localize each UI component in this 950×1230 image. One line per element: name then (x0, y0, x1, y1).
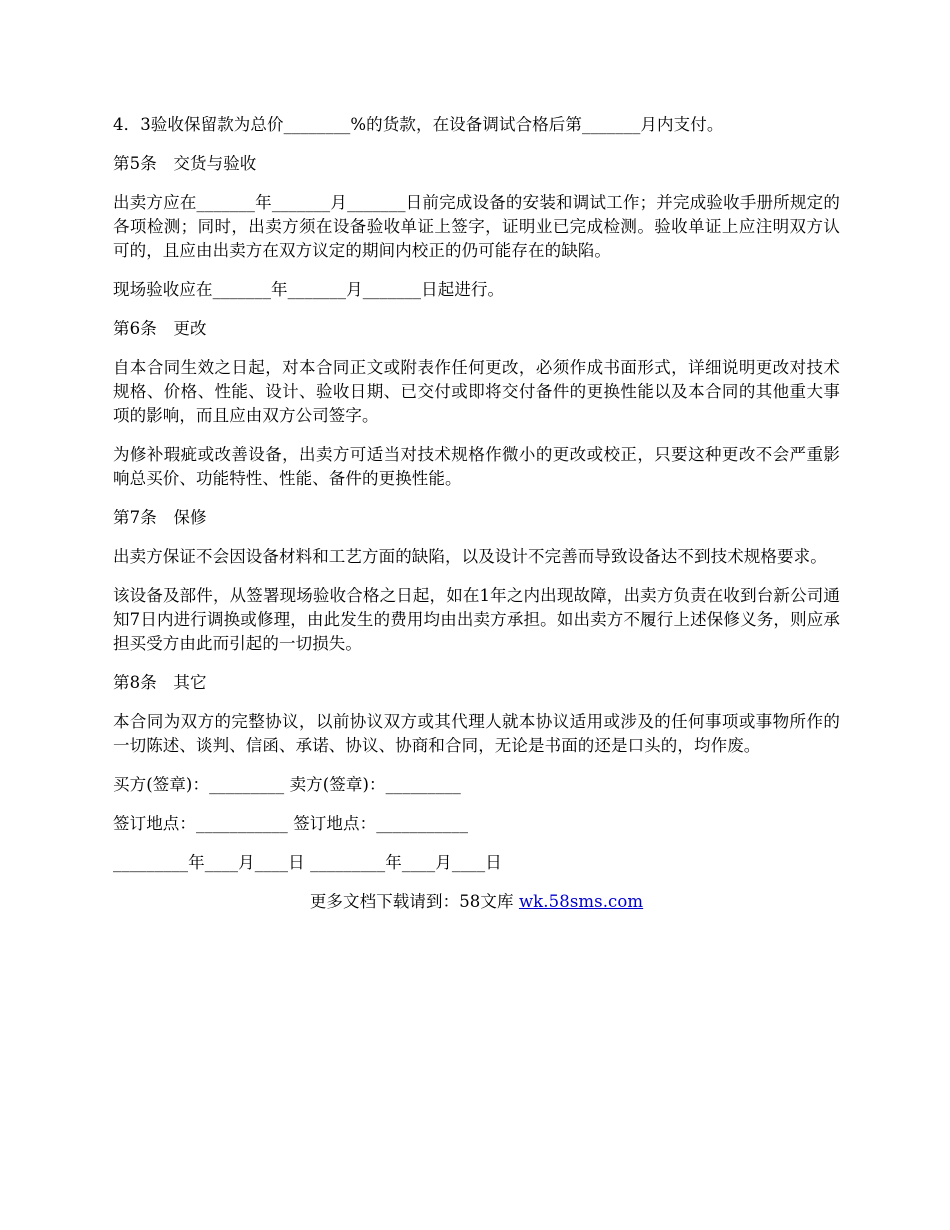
signing-date-line: _________年____月____日 _________年____月____日 (113, 853, 502, 872)
footer-text: 更多文档下载请到：58文库 (309, 892, 519, 911)
article-8-heading: 第8条 其它 (113, 673, 207, 692)
footer-link[interactable]: wk.58sms.com (518, 892, 644, 911)
article-5-site-acceptance-paragraph: 现场验收应在_______年_______月_______日起进行。 (113, 280, 505, 299)
article-8-entire-agreement-paragraph: 本合同为双方的完整协议，以前协议双方或其代理人就本协议适用或涉及的任何事项或事物所作的一切陈述、谈判、信函、承诺、协议、协商和合同，无论是书面的还是口头的，均作废。 (113, 712, 840, 755)
clause-4-3-retention: 4．3验收保留款为总价________%的货款，在设备调试合格后第_______月内支付。 (113, 115, 724, 134)
article-5-delivery-paragraph: 出卖方应在_______年_______月_______日前完成设备的安装和调试工作；并完成验收手册所规定的各项检测；同时，出卖方须在设备验收单证上签字，证明业已完成检测。验收单证上应注明双方认可的，且应由出卖方在双方议定的期间内校正的仍可能存在的缺陷。 (113, 193, 840, 260)
article-6-changes-paragraph: 自本合同生效之日起，对本合同正文或附表作任何更改，必须作成书面形式，详细说明更改对技术规格、价格、性能、设计、验收日期、已交付或即将交付备件的更换性能以及本合同的其他重大事项的影响，而且应由双方公司签字。 (113, 358, 840, 425)
document-page (113, 113, 840, 914)
article-7-warranty-paragraph: 出卖方保证不会因设备材料和工艺方面的缺陷，以及设计不完善而导致设备达不到技术规格要求。 (113, 547, 827, 566)
article-6-heading: 第6条 更改 (113, 319, 207, 338)
article-7-repair-paragraph: 该设备及部件，从签署现场验收合格之日起，如在1年之内出现故障，出卖方负责在收到台新公司通知7日内进行调换或修理，由此发生的费用均由出卖方承担。如出卖方不履行上述保修义务，则应承担买受方由此而引起的一切损失。 (113, 586, 840, 653)
download-footer (113, 890, 840, 914)
signature-line: 买方(签章)：_________ 卖方(签章)：_________ (113, 775, 461, 794)
article-6-minor-changes-paragraph: 为修补瑕疵或改善设备，出卖方可适当对技术规格作微小的更改或校正，只要这种更改不会严重影响总买价、功能特性、性能、备件的更换性能。 (113, 445, 840, 488)
article-5-heading: 第5条 交货与验收 (113, 154, 257, 173)
article-7-heading: 第7条 保修 (113, 508, 207, 527)
signing-place-line: 签订地点：___________ 签订地点：___________ (113, 814, 469, 833)
